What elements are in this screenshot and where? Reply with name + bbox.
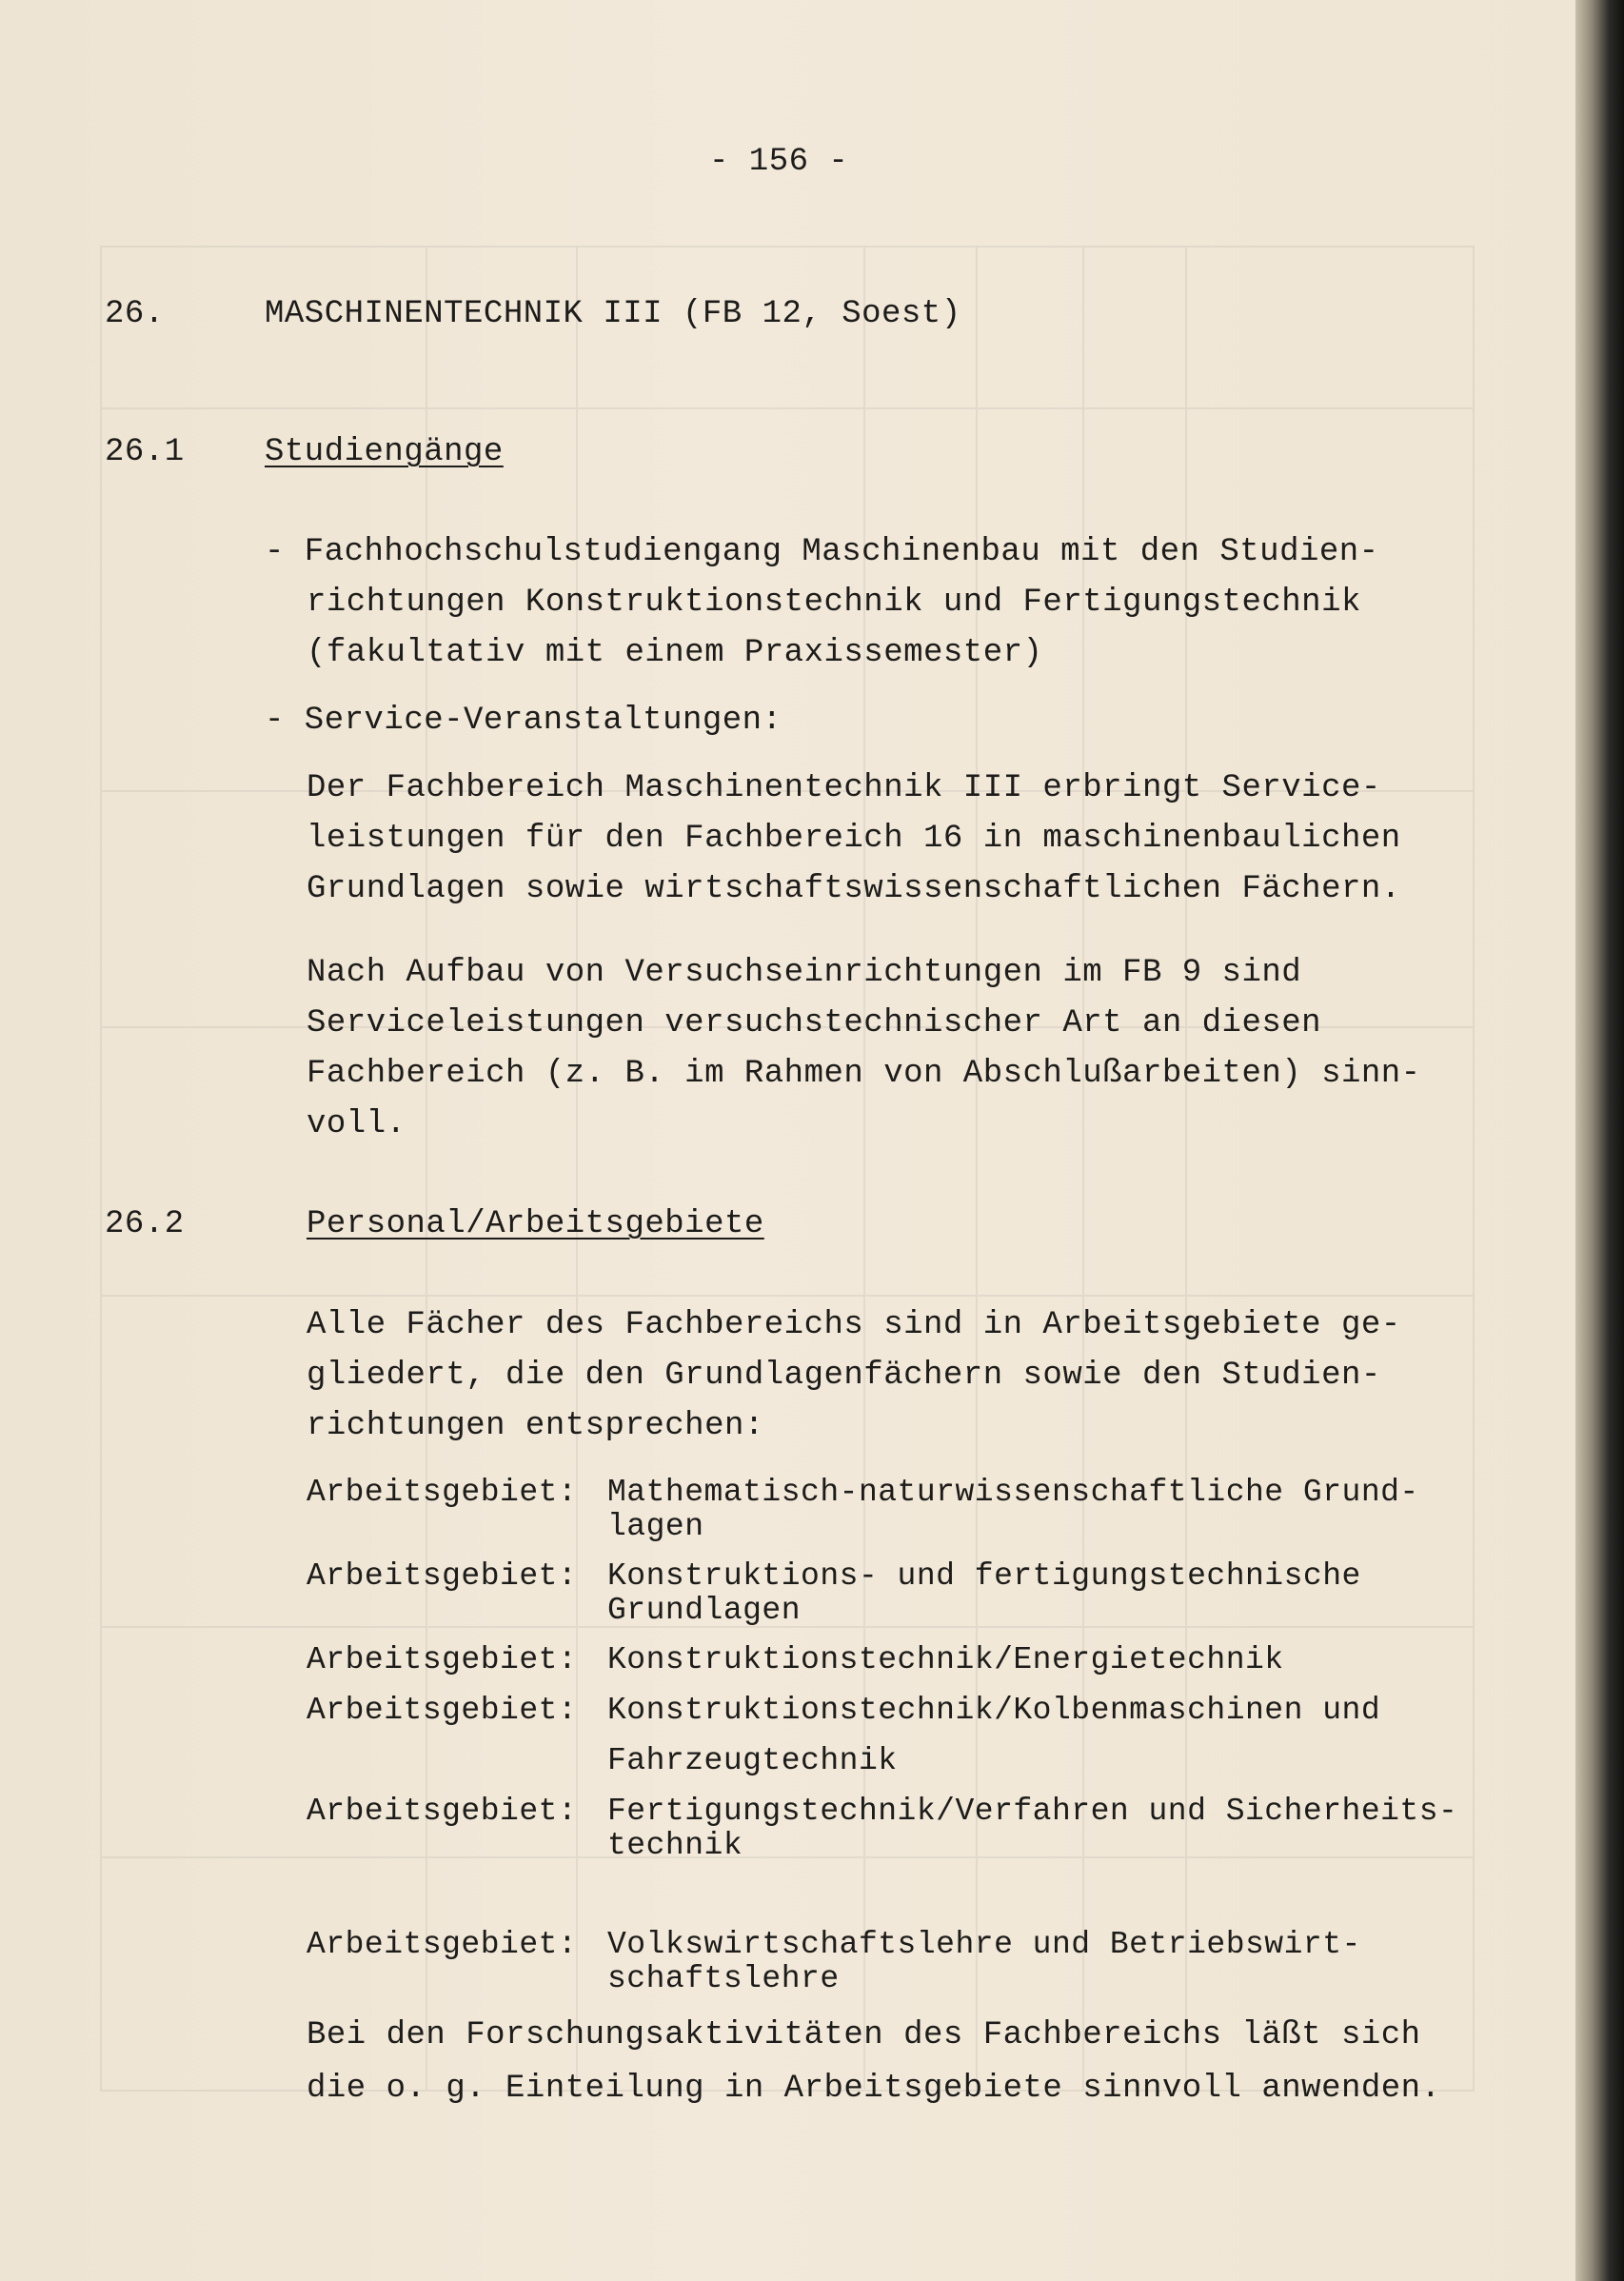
bullet-line: - Service-Veranstaltungen: xyxy=(265,703,782,739)
area-label: Arbeitsgebiet: xyxy=(307,1558,578,1594)
paragraph-line: Serviceleistungen versuchstechnischer Art an diesen xyxy=(307,1005,1322,1041)
paragraph-line: Nach Aufbau von Versuchseinrichtungen im FB 9 sind xyxy=(307,955,1302,991)
subsection-heading: Studiengänge xyxy=(265,434,504,470)
paragraph-line: leistungen für den Fachbereich 16 in maschinenbaulichen xyxy=(307,821,1401,857)
area-text: lagen xyxy=(607,1509,704,1544)
area-text: Volkswirtschaftslehre und Betriebswirt- xyxy=(607,1927,1361,1962)
area-text: Mathematisch-naturwissenschaftliche Grund- xyxy=(607,1475,1419,1510)
bullet-line: richtungen Konstruktionstechnik und Fertigungstechnik xyxy=(307,585,1361,621)
area-text: Konstruktions- und fertigungstechnische xyxy=(607,1558,1361,1594)
area-text: Konstruktionstechnik/Kolbenmaschinen und xyxy=(607,1693,1381,1728)
area-text: Grundlagen xyxy=(607,1593,802,1628)
area-label: Arbeitsgebiet: xyxy=(307,1642,578,1677)
paragraph-line: die o. g. Einteilung in Arbeitsgebiete sinnvoll anwenden. xyxy=(307,2071,1441,2107)
area-text: schaftslehre xyxy=(607,1961,840,1996)
page-number: - 156 - xyxy=(709,144,849,180)
subsection-number: 26.2 xyxy=(105,1206,185,1242)
paragraph-line: Fachbereich (z. B. im Rahmen von Abschlußarbeiten) sinn- xyxy=(307,1056,1421,1092)
subsection-number: 26.1 xyxy=(105,434,185,470)
area-text: Fahrzeugtechnik xyxy=(607,1743,898,1778)
subsection-heading: Personal/Arbeitsgebiete xyxy=(307,1206,764,1242)
paragraph-line: richtungen entsprechen: xyxy=(307,1408,764,1444)
section-title: MASCHINENTECHNIK III (FB 12, Soest) xyxy=(265,296,961,332)
area-label: Arbeitsgebiet: xyxy=(307,1475,578,1510)
area-text: technik xyxy=(607,1828,743,1863)
bullet-line: - Fachhochschulstudiengang Maschinenbau mit den Studien- xyxy=(265,534,1379,570)
paragraph-line: Grundlagen sowie wirtschaftswissenschaftlichen Fächern. xyxy=(307,871,1401,907)
paragraph-line: Alle Fächer des Fachbereichs sind in Arbeitsgebiete ge- xyxy=(307,1307,1401,1343)
area-text: Konstruktionstechnik/Energietechnik xyxy=(607,1642,1284,1677)
binding-shadow xyxy=(1575,0,1624,2281)
paragraph-line: voll. xyxy=(307,1106,406,1142)
section-number: 26. xyxy=(105,296,165,332)
area-text: Fertigungstechnik/Verfahren und Sicherheits- xyxy=(607,1794,1458,1829)
bullet-line: (fakultativ mit einem Praxissemester) xyxy=(307,635,1043,671)
paragraph-line: Bei den Forschungsaktivitäten des Fachbereichs läßt sich xyxy=(307,2017,1421,2053)
paragraph-line: gliedert, die den Grundlagenfächern sowie den Studien- xyxy=(307,1358,1381,1394)
paragraph-line: Der Fachbereich Maschinentechnik III erbringt Service- xyxy=(307,770,1381,806)
area-label: Arbeitsgebiet: xyxy=(307,1927,578,1962)
area-label: Arbeitsgebiet: xyxy=(307,1693,578,1728)
area-label: Arbeitsgebiet: xyxy=(307,1794,578,1829)
